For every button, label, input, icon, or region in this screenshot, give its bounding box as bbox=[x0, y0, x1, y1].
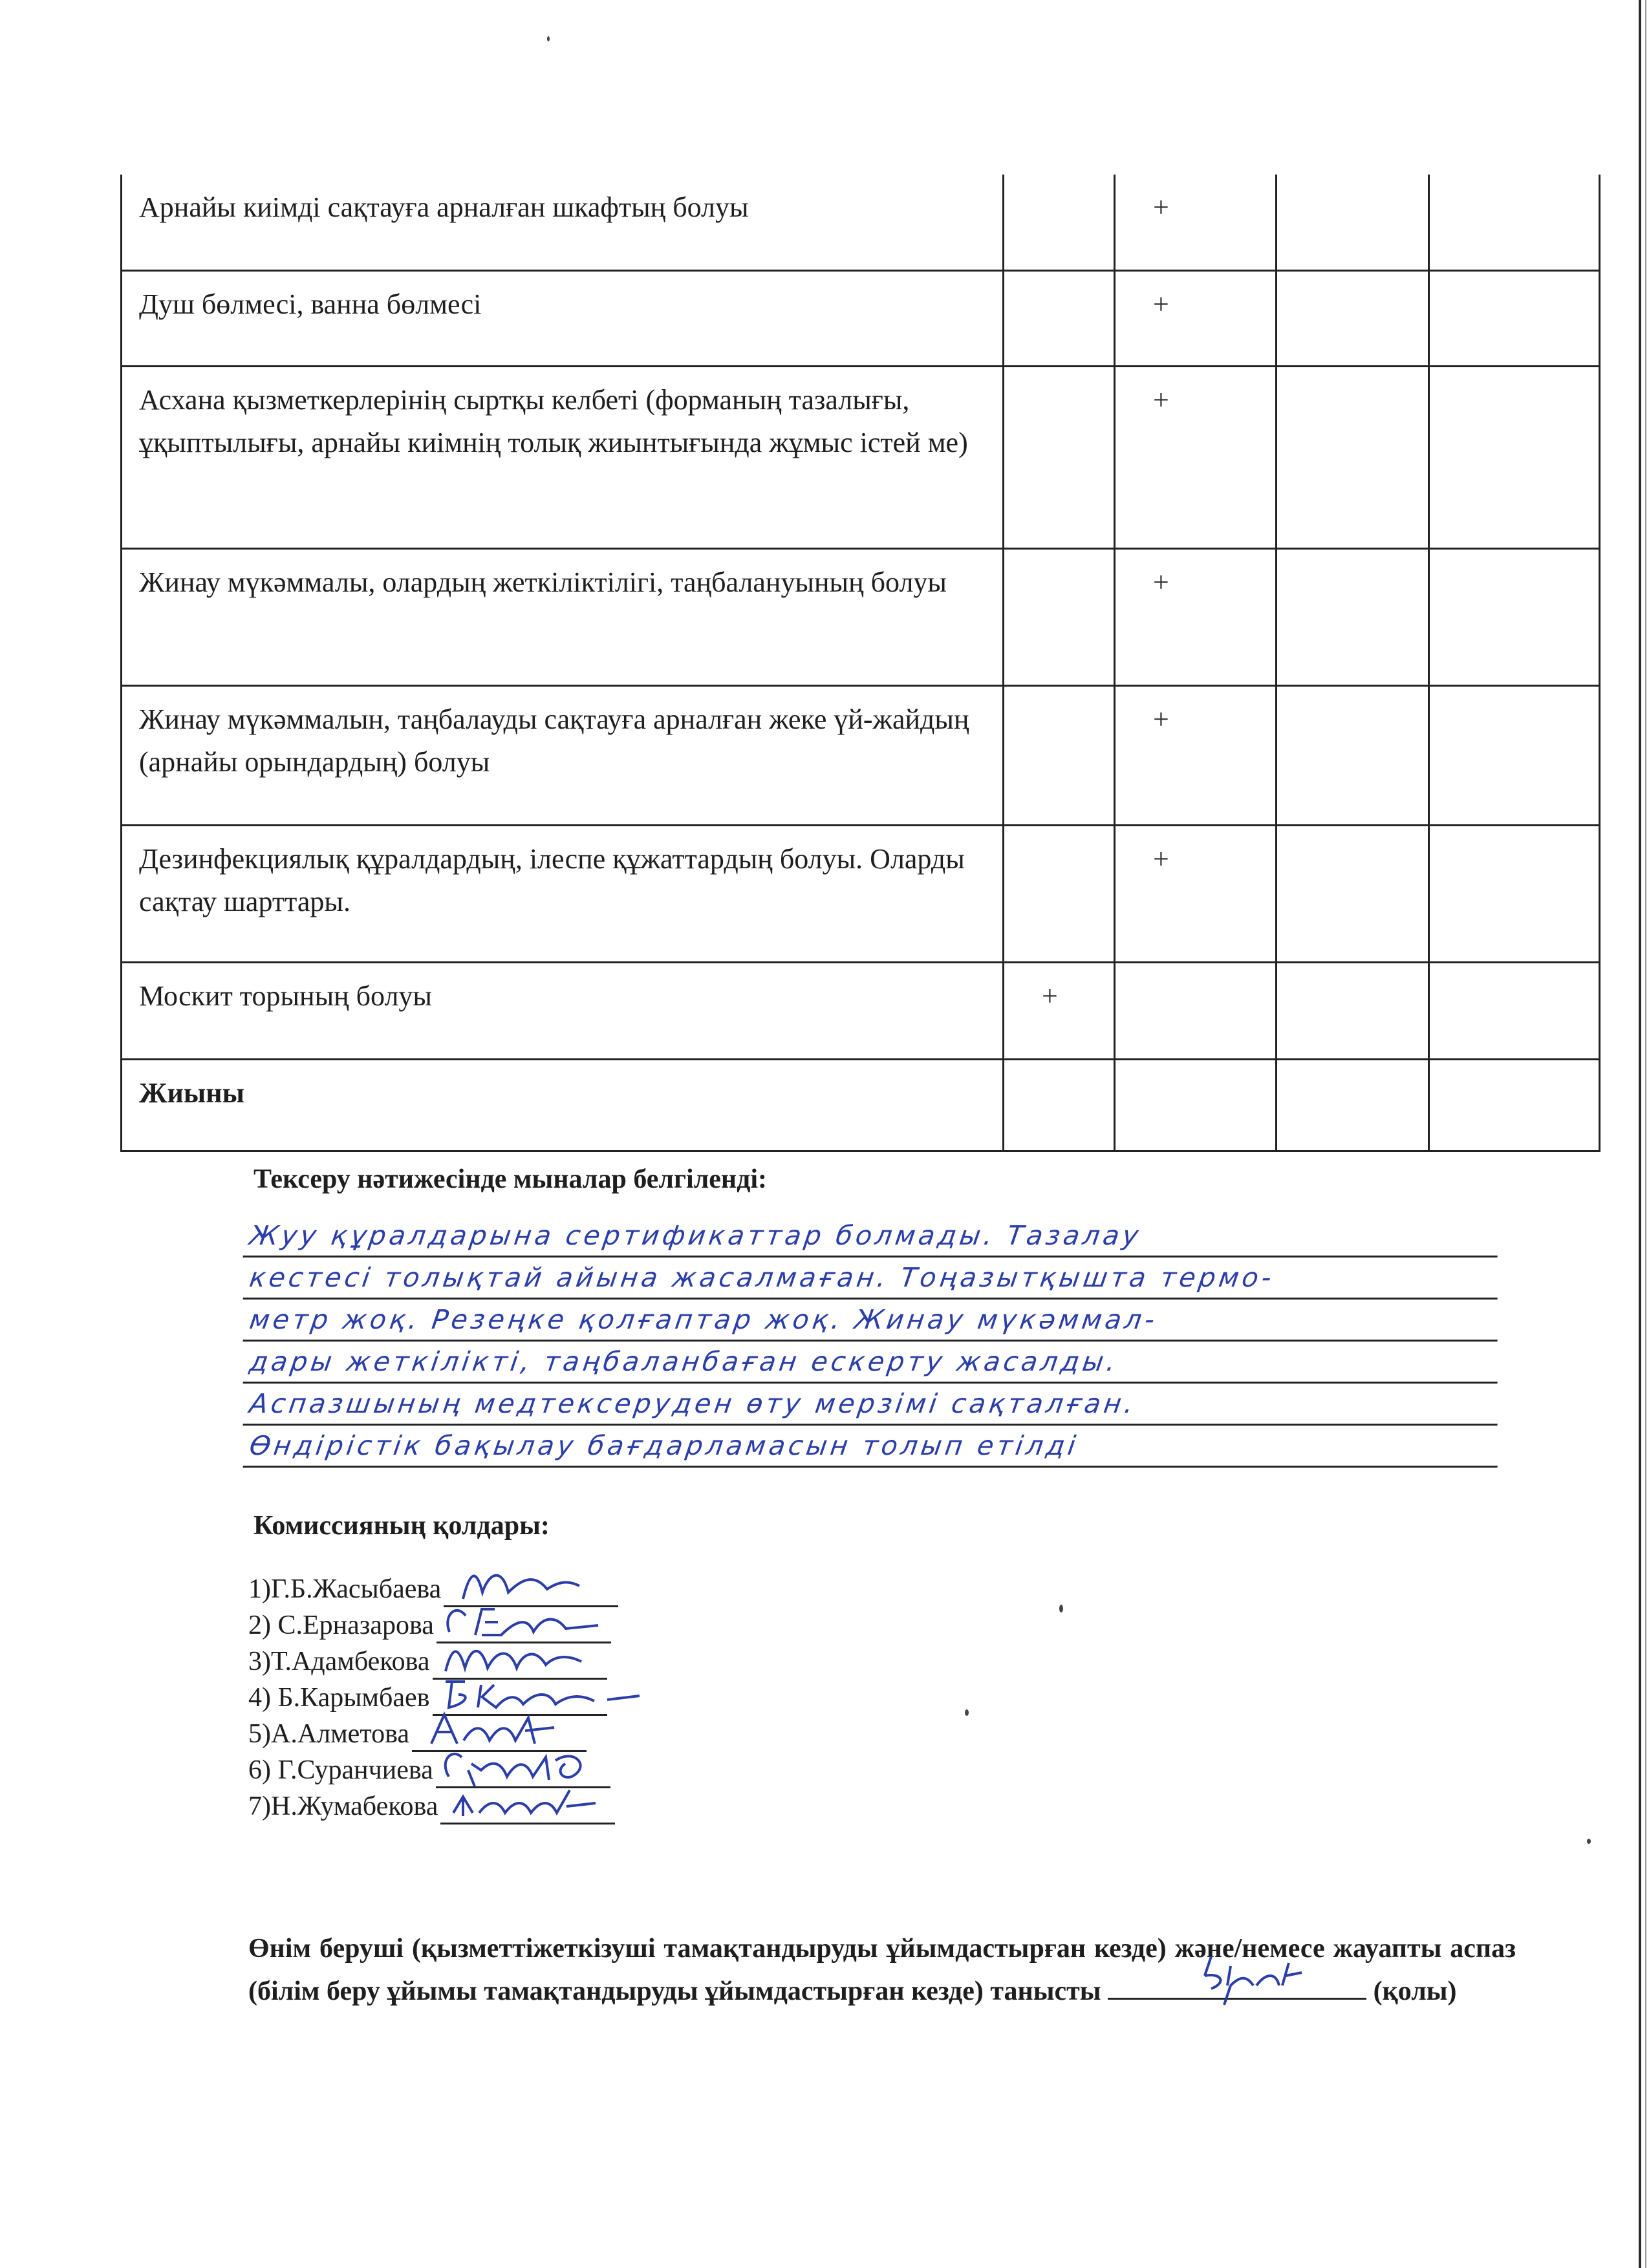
mark-cell bbox=[1004, 825, 1115, 962]
mark-cell: + bbox=[1004, 962, 1115, 1059]
member-name: 5)А.Алметова bbox=[248, 1719, 410, 1749]
acknowledgement bbox=[248, 1928, 1516, 2012]
scan-edge bbox=[1639, 0, 1641, 2268]
handwritten-line: Аспазшының медтексеруден өту мерзімі сақталған. bbox=[242, 1384, 1503, 1426]
handwritten-line: Өндірістік бақылау бағдарламасын толып етілді bbox=[242, 1426, 1503, 1468]
scan-speck bbox=[965, 1709, 969, 1716]
signature-suffix: (қолы) bbox=[1373, 1976, 1457, 2006]
member-name: 7)Н.Жумабекова bbox=[248, 1792, 438, 1821]
mark-cell bbox=[1004, 548, 1115, 685]
table-row bbox=[122, 825, 1600, 962]
mark-cell bbox=[1277, 366, 1429, 548]
mark-cell: + bbox=[1115, 685, 1277, 825]
handwritten-signature bbox=[1192, 1950, 1308, 2008]
member-name: 2) С.Ерназарова bbox=[248, 1610, 434, 1640]
mark-cell bbox=[1429, 548, 1600, 685]
mark-cell bbox=[1429, 175, 1600, 270]
mark-cell: + bbox=[1115, 270, 1277, 366]
mark-cell: + bbox=[1115, 825, 1277, 962]
mark-cell: + bbox=[1115, 366, 1277, 548]
scan-speck bbox=[1059, 1605, 1063, 1612]
mark-cell bbox=[1277, 548, 1429, 685]
member-name: 4) Б.Карымбаев bbox=[248, 1683, 430, 1713]
mark-cell bbox=[1429, 1059, 1600, 1151]
mark-cell bbox=[1429, 270, 1600, 366]
commission-title: Комиссияның қолдары: bbox=[253, 1511, 550, 1541]
mark-cell: + bbox=[1115, 175, 1277, 270]
checklist-item: Асхана қызметкерлерінің сыртқы келбеті (форманың тазалығы, ұқыптылығы, арнайы киімнің толық жиынтығында жұмыс істей ме) bbox=[122, 366, 1004, 548]
handwritten-line: дары жеткілікті, таңбаланбаған ескерту жасалды. bbox=[242, 1342, 1503, 1384]
mark-cell bbox=[1277, 175, 1429, 270]
commission-signatures bbox=[248, 1571, 618, 1824]
handwritten-line: Жуу құралдарына сертификаттар болмады. Тазалау bbox=[242, 1215, 1503, 1257]
table-row bbox=[122, 962, 1600, 1059]
acknowledgement-text: Өнім беруші (қызметтіжеткізуші тамақтандыруды ұйымдастырған кезде) және/немесе жауапты аспаз (білім беру ұйымы тамақтандыруды ұйымдастырған кезде) танысты bbox=[248, 1934, 1516, 2006]
mark-cell bbox=[1277, 962, 1429, 1059]
signature-line bbox=[1108, 1969, 1366, 2000]
member-name: 3)Т.Адамбекова bbox=[248, 1647, 430, 1676]
checklist-item: Душ бөлмесі, ванна бөлмесі bbox=[122, 270, 1004, 366]
checklist-item: Арнайы киімді сақтауға арналған шкафтың болуы bbox=[122, 175, 1004, 270]
checklist-item: Жинау мүкәммалы, олардың жеткіліктілігі, таңбалануының болуы bbox=[122, 548, 1004, 685]
mark-cell bbox=[1004, 175, 1115, 270]
scan-speck bbox=[1587, 1839, 1591, 1844]
handwritten-line: метр жоқ. Резеңке қолғаптар жоқ. Жинау мүкәммал- bbox=[242, 1300, 1503, 1342]
mark-cell bbox=[1004, 685, 1115, 825]
checklist-table bbox=[120, 175, 1600, 1152]
mark-cell bbox=[1004, 270, 1115, 366]
mark-cell bbox=[1004, 1059, 1115, 1151]
table-row bbox=[122, 548, 1600, 685]
mark-cell: + bbox=[1115, 548, 1277, 685]
mark-cell bbox=[1004, 366, 1115, 548]
table-row bbox=[122, 270, 1600, 366]
mark-cell bbox=[1277, 1059, 1429, 1151]
findings-title: Тексеру нәтижесінде мыналар белгіленді: bbox=[253, 1164, 768, 1194]
table-row bbox=[122, 1059, 1600, 1151]
total-label: Жиыны bbox=[122, 1059, 1004, 1151]
member-name: 1)Г.Б.Жасыбаева bbox=[248, 1574, 442, 1604]
checklist-item: Дезинфекциялық құралдардың, ілеспе құжаттардың болуы. Оларды сақтау шарттары. bbox=[122, 825, 1004, 962]
mark-cell bbox=[1277, 825, 1429, 962]
handwritten-findings bbox=[246, 1215, 1500, 1468]
mark-cell bbox=[1429, 962, 1600, 1059]
mark-cell bbox=[1429, 366, 1600, 548]
signature-row bbox=[248, 1788, 618, 1824]
table-row bbox=[122, 366, 1600, 548]
signature-line bbox=[440, 1790, 615, 1824]
scan-speck bbox=[547, 36, 550, 41]
mark-cell bbox=[1277, 685, 1429, 825]
handwritten-signature bbox=[440, 1777, 609, 1829]
mark-cell bbox=[1277, 270, 1429, 366]
mark-cell bbox=[1429, 685, 1600, 825]
checklist-item: Жинау мүкәммалын, таңбалауды сақтауға арналған жеке үй-жайдың (арнайы орындардың) болуы bbox=[122, 685, 1004, 825]
mark-cell bbox=[1115, 1059, 1277, 1151]
handwritten-line: кестесі толықтай айына жасалмаған. Тоңазытқышта термо- bbox=[242, 1257, 1503, 1300]
mark-cell bbox=[1115, 962, 1277, 1059]
mark-cell bbox=[1429, 825, 1600, 962]
scan-edge-shadow bbox=[1645, 0, 1646, 2268]
checklist-item: Москит торының болуы bbox=[122, 962, 1004, 1059]
table-row bbox=[122, 685, 1600, 825]
table-row bbox=[122, 175, 1600, 270]
member-name: 6) Г.Суранчиева bbox=[248, 1755, 433, 1785]
